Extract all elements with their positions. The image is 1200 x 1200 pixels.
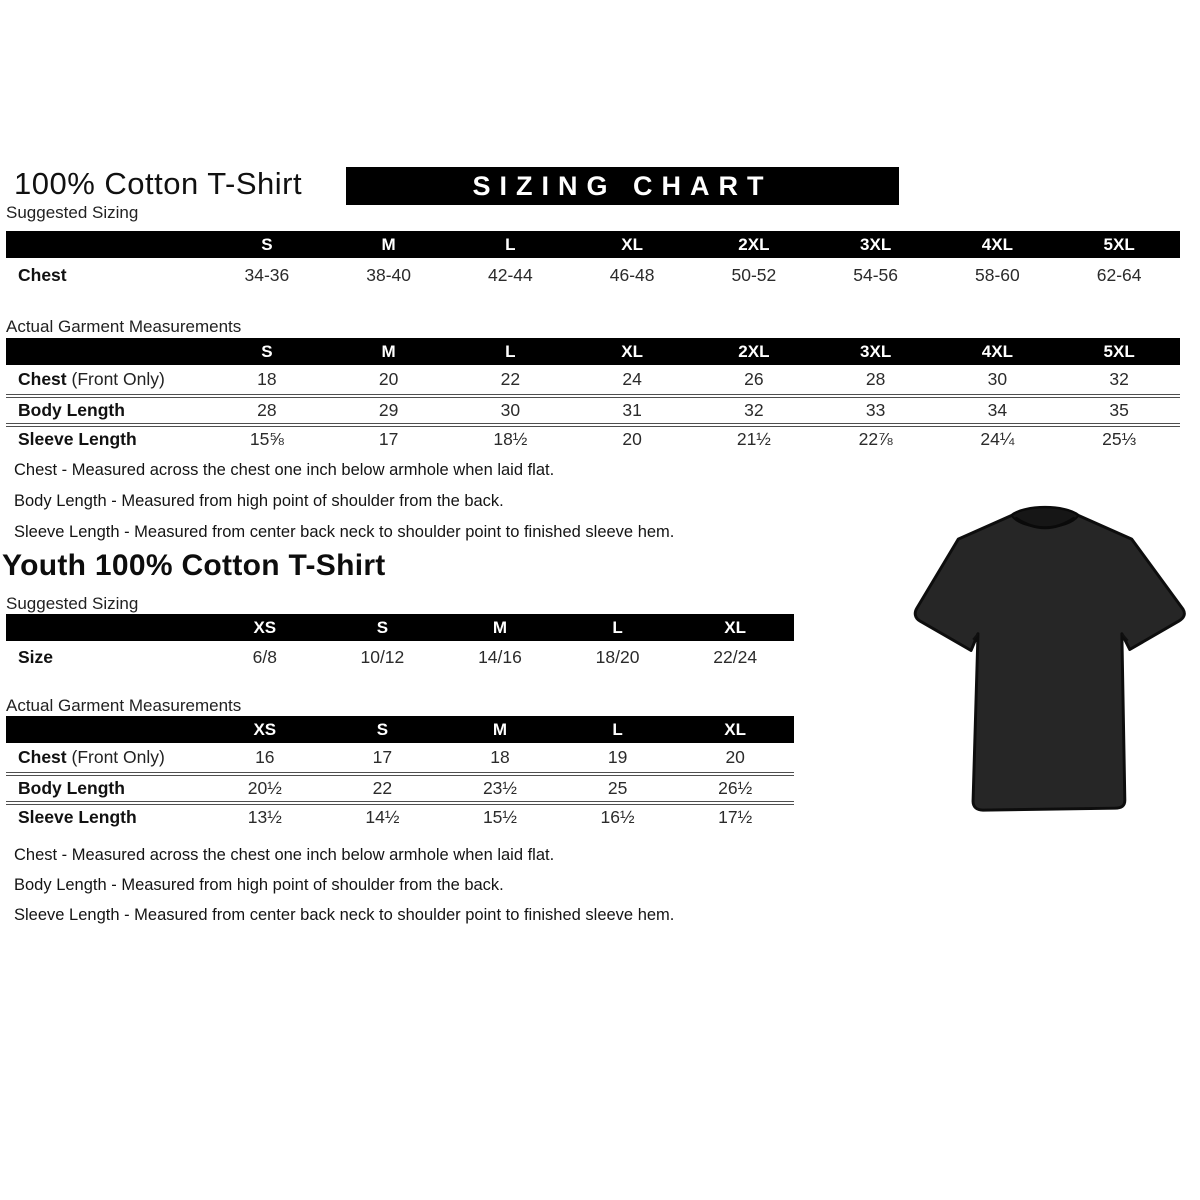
note-body-length: Body Length - Measured from high point of shoulder from the back.	[14, 876, 504, 894]
cell-value: 34-36	[244, 264, 290, 285]
youth-measurements-header-row	[6, 716, 794, 743]
cell-value: 16½	[600, 807, 635, 827]
cell-value: 21½	[736, 429, 771, 449]
column-header-xs: XS	[253, 719, 277, 739]
cell-value: 13½	[247, 807, 282, 827]
note-chest: Chest - Measured across the chest one inch below armhole when laid flat.	[14, 461, 555, 479]
youth-section-title: Youth 100% Cotton T-Shirt	[2, 549, 386, 582]
cell-value: 33	[865, 400, 886, 420]
cell-value: 22	[500, 369, 521, 389]
cell-value: 22/24	[713, 647, 758, 667]
table-row-size	[6, 641, 794, 674]
youth-suggested-sizing-table	[6, 614, 794, 674]
column-header-s: S	[261, 341, 273, 361]
table-row-sleeve-length	[6, 423, 1180, 452]
cell-value: 15½	[482, 807, 518, 827]
table-row-body-length	[6, 394, 1180, 423]
row-label: Size	[18, 647, 54, 667]
column-header-2xl: 2XL	[738, 234, 770, 254]
table-row-chest-front-only	[6, 365, 1180, 394]
cell-value: 54-56	[853, 264, 898, 285]
column-header-s: S	[376, 617, 389, 637]
cell-value: 17	[372, 747, 393, 767]
cell-value: 19	[607, 747, 628, 767]
adult-measurements-header-row	[6, 338, 1180, 365]
column-header-m: M	[381, 341, 396, 361]
cell-value: 18	[490, 747, 510, 767]
adult-measurements-label: Actual Garment Measurements	[6, 317, 242, 336]
cell-value: 34	[987, 400, 1008, 420]
row-label: Chest	[18, 264, 67, 285]
cell-value: 24¼	[980, 429, 1015, 449]
note-sleeve-length: Sleeve Length - Measured from center back neck to shoulder point to finished sleeve hem.	[14, 906, 675, 924]
row-label: Body Length	[18, 778, 125, 798]
note-sleeve-length: Sleeve Length - Measured from center back neck to shoulder point to finished sleeve hem.	[14, 523, 675, 541]
cell-value: 29	[378, 400, 399, 420]
youth-measurements-label: Actual Garment Measurements	[6, 696, 242, 715]
cell-value: 23½	[482, 778, 518, 798]
table-row-chest	[6, 258, 1180, 292]
column-header-3xl: 3XL	[860, 341, 892, 361]
cell-value: 38-40	[366, 264, 411, 285]
column-header-m: M	[492, 719, 508, 739]
row-label: Sleeve Length	[18, 807, 137, 827]
column-header-s: S	[261, 234, 273, 254]
adult-suggested-sizing-label: Suggested Sizing	[6, 203, 139, 222]
row-label: Chest (Front Only)	[18, 369, 165, 389]
column-header-xs: XS	[253, 617, 277, 637]
table-row-body-length	[6, 772, 794, 801]
column-header-xl: XL	[724, 617, 747, 637]
cell-value: 58-60	[974, 264, 1020, 285]
cell-value: 20	[378, 369, 399, 389]
black-tshirt-image	[890, 480, 1200, 820]
cell-value: 26	[744, 369, 764, 389]
column-header-xl: XL	[621, 234, 643, 254]
cell-value: 35	[1109, 400, 1129, 420]
column-header-5xl: 5XL	[1103, 341, 1135, 361]
cell-value: 18/20	[595, 647, 640, 667]
cell-value: 46-48	[609, 264, 655, 285]
column-header-s: S	[376, 719, 389, 739]
cell-value: 18½	[493, 429, 528, 449]
cell-value: 42-44	[487, 264, 533, 285]
cell-value: 24	[622, 369, 642, 389]
cell-value: 62-64	[1096, 264, 1142, 285]
cell-value: 6/8	[252, 647, 277, 667]
adult-suggested-sizing-table	[6, 231, 1180, 292]
cell-value: 20	[725, 747, 745, 767]
cell-value: 22	[372, 778, 393, 798]
cell-value: 28	[257, 400, 277, 420]
cell-value: 30	[987, 369, 1008, 389]
column-header-4xl: 4XL	[981, 234, 1013, 254]
cell-value: 17½	[718, 807, 753, 827]
cell-value: 32	[744, 400, 764, 420]
cell-value: 14½	[365, 807, 400, 827]
youth-suggested-header-row	[6, 614, 794, 641]
row-label: Chest (Front Only)	[18, 747, 165, 767]
cell-value: 17	[378, 429, 399, 449]
cell-value: 31	[622, 400, 642, 420]
cell-value: 16	[255, 747, 275, 767]
column-header-xl: XL	[621, 341, 643, 361]
cell-value: 50-52	[731, 264, 777, 285]
cell-value: 32	[1109, 369, 1129, 389]
sizing-chart-banner-text: SIZING CHART	[472, 170, 773, 201]
tshirt-svg	[890, 480, 1200, 820]
cell-value: 14/16	[478, 647, 522, 667]
column-header-m: M	[492, 617, 508, 637]
cell-value: 15⅝	[249, 429, 284, 449]
cell-value: 26½	[718, 778, 753, 798]
note-body-length: Body Length - Measured from high point of shoulder from the back.	[14, 492, 504, 510]
adult-suggested-header-row	[6, 231, 1180, 258]
column-header-2xl: 2XL	[738, 341, 770, 361]
tshirt-body	[915, 507, 1184, 810]
cell-value: 20	[622, 429, 642, 449]
youth-measurements-table	[6, 716, 794, 830]
column-header-xl: XL	[724, 719, 747, 739]
column-header-l: L	[612, 719, 623, 739]
column-header-l: L	[612, 617, 623, 637]
cell-value: 30	[500, 400, 521, 420]
column-header-l: L	[505, 234, 516, 254]
column-header-l: L	[505, 341, 516, 361]
cell-value: 22⅞	[858, 429, 893, 449]
column-header-5xl: 5XL	[1103, 234, 1135, 254]
youth-suggested-sizing-label: Suggested Sizing	[6, 594, 139, 613]
table-row-chest-front-only	[6, 743, 794, 772]
page-title: 100% Cotton T-Shirt	[14, 166, 303, 201]
column-header-3xl: 3XL	[860, 234, 892, 254]
cell-value: 20½	[247, 778, 282, 798]
cell-value: 10/12	[360, 647, 405, 667]
sizing-chart-banner	[346, 167, 899, 205]
row-label: Body Length	[18, 400, 125, 420]
cell-value: 25	[607, 778, 628, 798]
column-header-4xl: 4XL	[981, 341, 1013, 361]
note-chest: Chest - Measured across the chest one inch below armhole when laid flat.	[14, 846, 555, 864]
cell-value: 25⅓	[1102, 429, 1137, 449]
table-row-sleeve-length	[6, 801, 794, 830]
row-label: Sleeve Length	[18, 429, 137, 449]
column-header-m: M	[381, 234, 396, 254]
cell-value: 18	[257, 369, 277, 389]
cell-value: 28	[865, 369, 886, 389]
adult-measurements-table	[6, 338, 1180, 452]
